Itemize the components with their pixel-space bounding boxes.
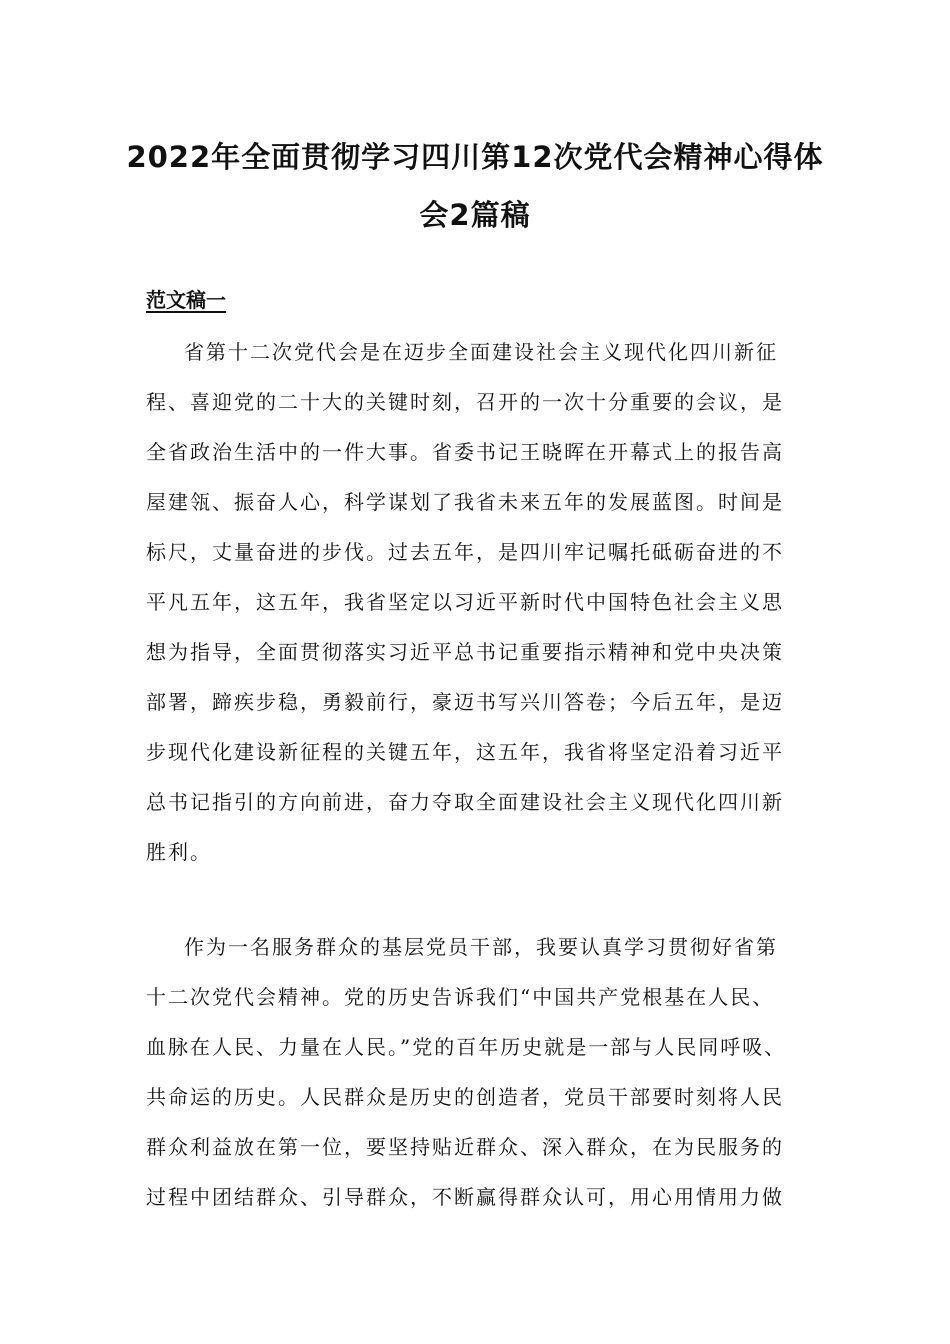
- paragraph-2: [146, 922, 816, 1222]
- paragraph-line: 共命运的历史。人民群众是历史的创造者，党员干部要时刻将人民: [146, 1085, 784, 1109]
- paragraph-line: 过程中团结群众、引导群众，不断赢得群众认可，用心用情用力做: [146, 1185, 784, 1209]
- paragraph-line: 标尺，丈量奋进的步伐。过去五年，是四川牢记嘱托砥砺奋进的不: [146, 540, 784, 564]
- paragraph-line: 程、喜迎党的二十大的关键时刻，召开的一次十分重要的会议，是: [146, 390, 784, 414]
- title-line: 会2篇稿: [419, 198, 531, 232]
- paragraph-line: 步现代化建设新征程的关键五年，这五年，我省将坚定沿着习近平: [146, 740, 784, 764]
- paragraph-line: 群众利益放在第一位，要坚持贴近群众、深入群众，在为民服务的: [146, 1135, 784, 1159]
- paragraph-line: 血脉在人民、力量在人民。”党的百年历史就是一部与人民同呼吸、: [146, 1035, 787, 1059]
- paragraph-1: [146, 327, 816, 877]
- paragraph-line: 作为一名服务群众的基层党员干部，我要认真学习贯彻好省第: [184, 935, 778, 959]
- paragraph-line: 十二次党代会精神。党的历史告诉我们“中国共产党根基在人民、: [146, 985, 775, 1009]
- document-title: [120, 128, 830, 244]
- paragraph-line: 屋建瓴、振奋人心，科学谋划了我省未来五年的发展蓝图。时间是: [146, 490, 784, 514]
- paragraph-line: 想为指导，全面贯彻落实习近平总书记重要指示精神和党中央决策: [146, 640, 784, 664]
- paragraph-line: 平凡五年，这五年，我省坚定以习近平新时代中国特色社会主义思: [146, 590, 784, 614]
- title-line: 2022年全面贯彻学习四川第12次党代会精神心得体: [126, 140, 824, 174]
- paragraph-line: 胜利。: [146, 840, 212, 864]
- paragraph-line: 部署，蹄疾步稳，勇毅前行，豪迈书写兴川答卷；今后五年，是迈: [146, 690, 784, 714]
- paragraph-line: 省第十二次党代会是在迈步全面建设社会主义现代化四川新征: [184, 340, 778, 364]
- paragraph-line: 全省政治生活中的一件大事。省委书记王晓晖在开幕式上的报告高: [146, 440, 784, 464]
- section-heading: 范文稿一: [146, 288, 226, 312]
- paragraph-line: 总书记指引的方向前进，奋力夺取全面建设社会主义现代化四川新: [146, 790, 784, 814]
